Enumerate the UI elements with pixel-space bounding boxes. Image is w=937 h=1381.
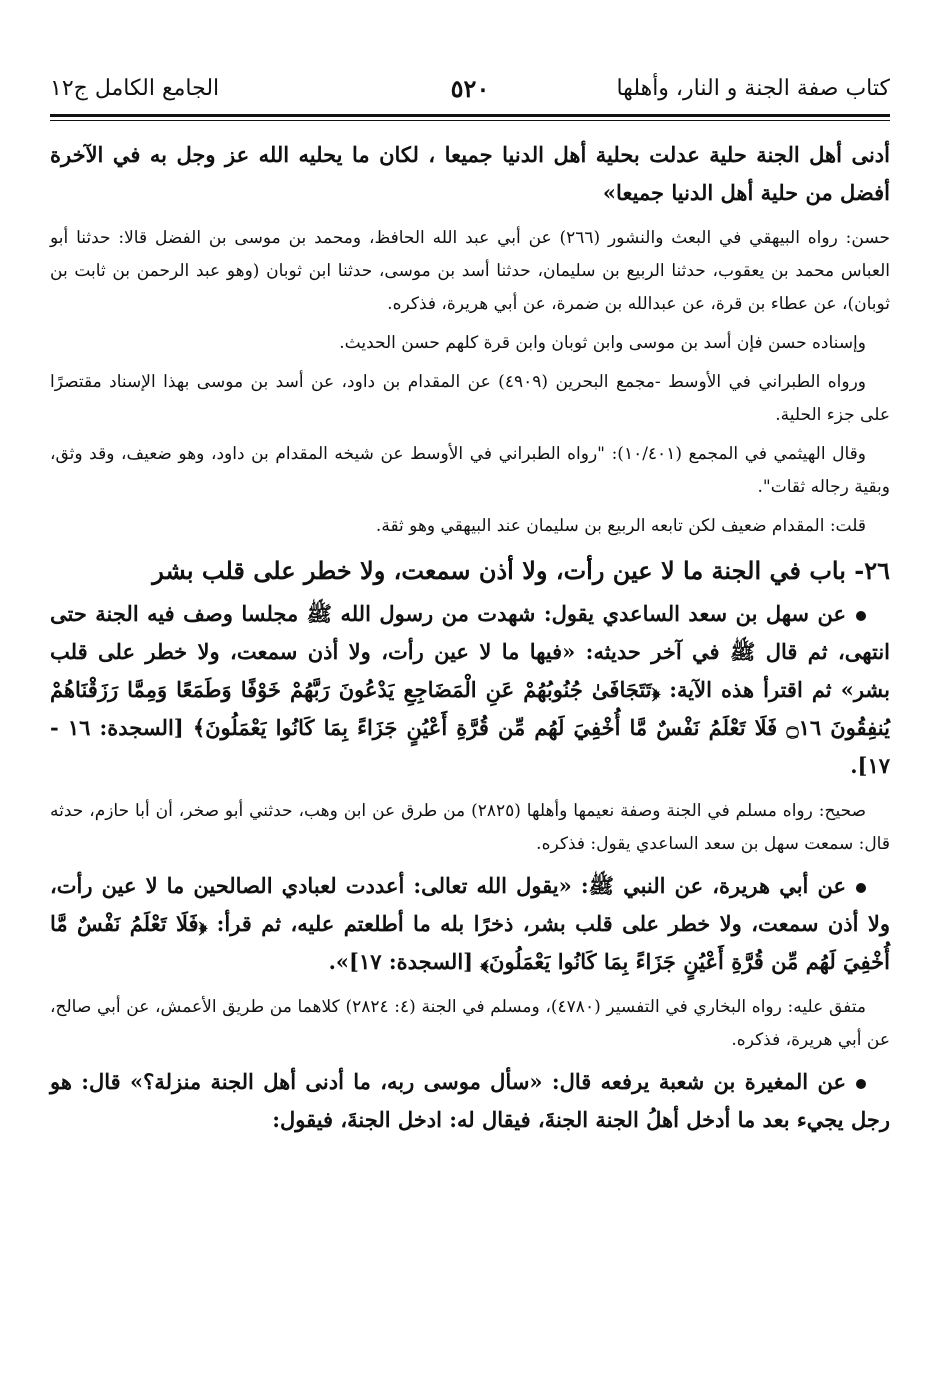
header-rule-thin [50, 120, 890, 121]
hadith-abu-hurayra [50, 867, 890, 981]
haythami-note: وقال الهيثمي في المجمع (١٠/٤٠١): "رواه الطبراني في الأوسط عن شيخه المقدام بن داود، وهو ضعيف، وقد وثق، وبقية رجاله ثقات". [50, 444, 890, 497]
hadith-sahl-text: عن سهل بن سعد الساعدي يقول: شهدت من رسول الله ﷺ مجلسا وصف فيه الجنة حتى انتهى، ثم قال ﷺ في آخر حديثه: «فيها ما لا عين رأت، ولا أذن سمعت، ولا خطر على قلب بشر» ثم اقترأ هذه الآية: ﴿تَتَجَافَىٰ جُنُوبُهُمْ عَنِ الْمَضَاجِعِ يَدْعُونَ رَبَّهُمْ خَوْفًا وَطَمَعًا وَمِمَّا رَزَقْنَاهُمْ يُنفِقُونَ ۝١٦ فَلَا تَعْلَمُ نَفْسٌ مَّا أُخْفِيَ لَهُم مِّن قُرَّةِ أَعْيُنٍ جَزَاءً بِمَا كَانُوا يَعْمَلُونَ﴾ [السجدة: ١٦ - ١٧]. [50, 601, 890, 778]
hadith-sahl [50, 595, 890, 785]
chapter-heading: ٢٦- باب في الجنة ما لا عين رأت، ولا أذن سمعت، ولا خطر على قلب بشر [152, 556, 890, 585]
page-body [50, 136, 890, 1139]
hadith-text-continued: أدنى أهل الجنة حلية عدلت بحلية أهل الدنيا جميعا ، لكان ما يحليه الله عز وجل به في الآخرة أفضل من حلية أهل الدنيا جميعا» [50, 142, 890, 205]
header-book-title: الجامع الكامل ج١٢ [50, 75, 220, 101]
page-number: ٥٢٠ [450, 73, 490, 103]
hadith-mughira-text: عن المغيرة بن شعبة يرفعه قال: «سأل موسى ربه، ما أدنى أهل الجنة منزلة؟» قال: هو رجل يجيء بعد ما أدخل أهلُ الجنة الجنةَ، فيقال له: ادخل الجنةَ، فيقول: [50, 1069, 890, 1132]
author-comment: قلت: المقدام ضعيف لكن تابعه الربيع بن سليمان عند البيهقي وهو ثقة. [375, 516, 866, 536]
takhrij-muslim: صحيح: رواه مسلم في الجنة وصفة نعيمها وأهلها (٢٨٢٥) من طرق عن ابن وهب، حدثني أبو صخر، أن أبا حازم، حدثه قال: سمعت سهل بن سعد الساعدي يقول: فذكره. [50, 801, 890, 854]
header-chapter-title: كتاب صفة الجنة و النار، وأهلها [616, 75, 890, 101]
takhrij-muttafaq: متفق عليه: رواه البخاري في التفسير (٤٧٨٠)، ومسلم في الجنة (٤: ٢٨٢٤) كلاهما من طريق الأعمش، عن أبي صالح، عن أبي هريرة، فذكره. [50, 997, 890, 1050]
isnad-note: وإسناده حسن فإن أسد بن موسى وابن ثوبان وابن قرة كلهم حسن الحديث. [339, 333, 866, 353]
tabarani-note: ورواه الطبراني في الأوسط -مجمع البحرين (٤٩٠٩) عن المقدام بن داود، عن أسد بن موسى بهذا الإسناد مقتصرًا على جزء الحلية. [50, 372, 890, 425]
hadith-abu-hurayra-text: عن أبي هريرة، عن النبي ﷺ: «يقول الله تعالى: أعددت لعبادي الصالحين ما لا عين رأت، ولا أذن سمعت، ولا خطر على قلب بشر، ذخرًا بله ما أطلعتم عليه، ثم قرأ: ﴿فَلَا تَعْلَمُ نَفْسٌ مَّا أُخْفِيَ لَهُم مِّن قُرَّةِ أَعْيُنٍ جَزَاءً بِمَا كَانُوا يَعْمَلُونَ﴾ [السجدة: ١٧]». [50, 873, 890, 974]
bullet-icon [856, 1079, 866, 1089]
takhrij-paragraph: حسن: رواه البيهقي في البعث والنشور (٢٦٦) عن أبي عبد الله الحافظ، ومحمد بن موسى بن الفضل قالا: حدثنا أبو العباس محمد بن يعقوب، حدثنا الربيع بن سليمان، حدثنا أسد بن موسى، حدثنا ابن ثوبان (وهو عبد الرحمن بن ثابت بن ثوبان)، عن عطاء بن قرة، عن عبدالله بن ضمرة، عن أبي هريرة، فذكره. [50, 228, 890, 314]
running-header [50, 70, 890, 106]
hadith-mughira [50, 1063, 890, 1139]
book-page [50, 0, 890, 1381]
header-rule-thick [50, 114, 890, 117]
bullet-icon [856, 883, 866, 893]
bullet-icon [856, 611, 866, 621]
